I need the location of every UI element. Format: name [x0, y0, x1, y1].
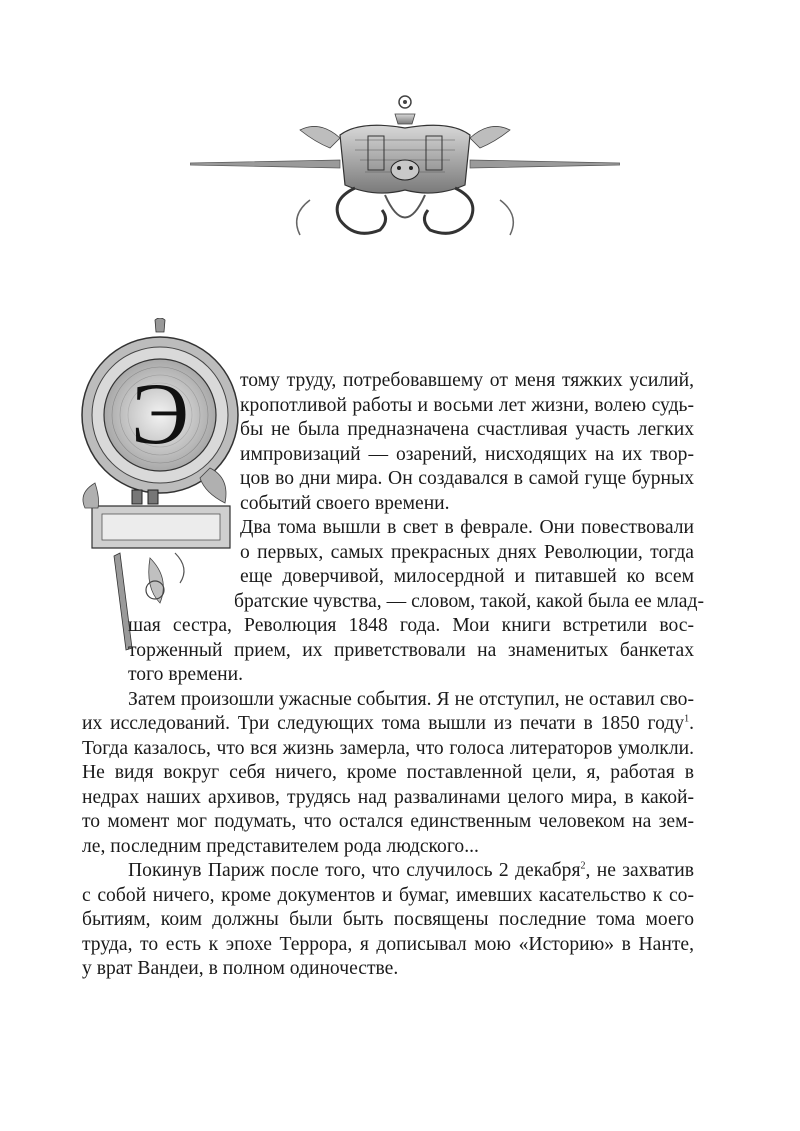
line-text: ле, последним представителем рода людского... — [82, 835, 479, 857]
line-text: труда, то есть к эпохе Террора, я дописывал мою «Историю» в Нанте, — [82, 933, 694, 955]
text-line — [82, 639, 694, 664]
text-line — [82, 933, 694, 958]
text-line — [82, 712, 694, 737]
line-text: братские чувства, — словом, такой, какой была ее млад- — [234, 590, 704, 612]
text-line — [82, 884, 694, 909]
line-text: тому труду, потребовавшему от меня тяжких усилий, — [240, 370, 694, 391]
text-line — [82, 369, 694, 394]
text-line — [82, 786, 694, 811]
line-text: у врат Вандеи, в полном одиночестве. — [82, 958, 399, 979]
line-text: с собой ничего, кроме документов и бумаг, имевших касательство к со- — [82, 884, 694, 906]
line-text: бытиям, коим должны были быть посвящены последние тома моего — [82, 909, 694, 930]
text-line — [82, 663, 694, 688]
text-line — [82, 418, 694, 443]
line-text: недрах наших архивов, трудясь над развалинами целого мира, в какой- — [82, 786, 694, 808]
text-line — [82, 492, 694, 517]
body-text — [82, 369, 704, 982]
text-line — [82, 443, 694, 468]
line-text: шая сестра, Революция 1848 года. Мои книги встретили вос- — [128, 615, 694, 636]
text-line — [82, 957, 694, 982]
text-line — [82, 565, 694, 590]
text-line — [82, 516, 694, 541]
line-text: Затем произошли ужасные события. Я не отступил, не оставил сво- — [128, 688, 694, 710]
line-text: Два тома вышли в свет в феврале. Они повествовали — [240, 517, 694, 538]
text-line — [82, 859, 694, 884]
line-text: Тогда казалось, что вся жизнь замерла, что голоса литераторов умолкли. Не видя вокруг себя ничего, кроме поставленной цели, я, работая в — [82, 737, 694, 783]
text-line — [82, 737, 694, 786]
dropcap-letter: Э — [130, 366, 190, 463]
line-text: их исследований. Три следующих тома вышли из печати в 1850 году — [82, 713, 685, 734]
line-text: торженный прием, их приветствовали на знаменитых банкетах — [128, 639, 694, 661]
line-text: еще доверчивой, милосердной и питавшей ко всем — [240, 566, 694, 587]
text-line — [82, 688, 694, 713]
text-line — [82, 394, 694, 419]
line-text: событий своего времени. — [240, 492, 450, 514]
ornamental-headpiece-icon — [190, 90, 620, 250]
line-text: Покинув Париж после того, что случилось 2 декабря — [128, 860, 581, 881]
line-text: кропотливой работы и восьми лет жизни, волею судь- — [240, 394, 694, 416]
line-text: импровизаций — озарений, нисходящих на их твор- — [240, 443, 694, 465]
text-line — [82, 835, 694, 860]
text-line — [82, 467, 694, 492]
line-text: бы не была предназначена счастливая участь легких — [240, 419, 694, 440]
line-text: о первых, самых прекрасных днях Революции, тогда — [240, 541, 694, 563]
line-text: то момент мог подумать, что остался единственным человеком на зем- — [82, 811, 694, 832]
text-line — [82, 590, 704, 615]
text-line — [82, 810, 694, 835]
line-text-tail: . — [689, 713, 694, 734]
footnote-marker[interactable]: 2 — [580, 860, 586, 872]
text-line — [82, 908, 694, 933]
line-text-tail: , не захватив — [585, 860, 695, 881]
footnote-marker[interactable]: 1 — [684, 713, 690, 725]
text-line — [82, 541, 694, 566]
text-line — [82, 614, 694, 639]
line-text: того времени. — [128, 664, 244, 685]
line-text: цов во дни мира. Он создавался в самой гуще бурных — [240, 468, 694, 489]
